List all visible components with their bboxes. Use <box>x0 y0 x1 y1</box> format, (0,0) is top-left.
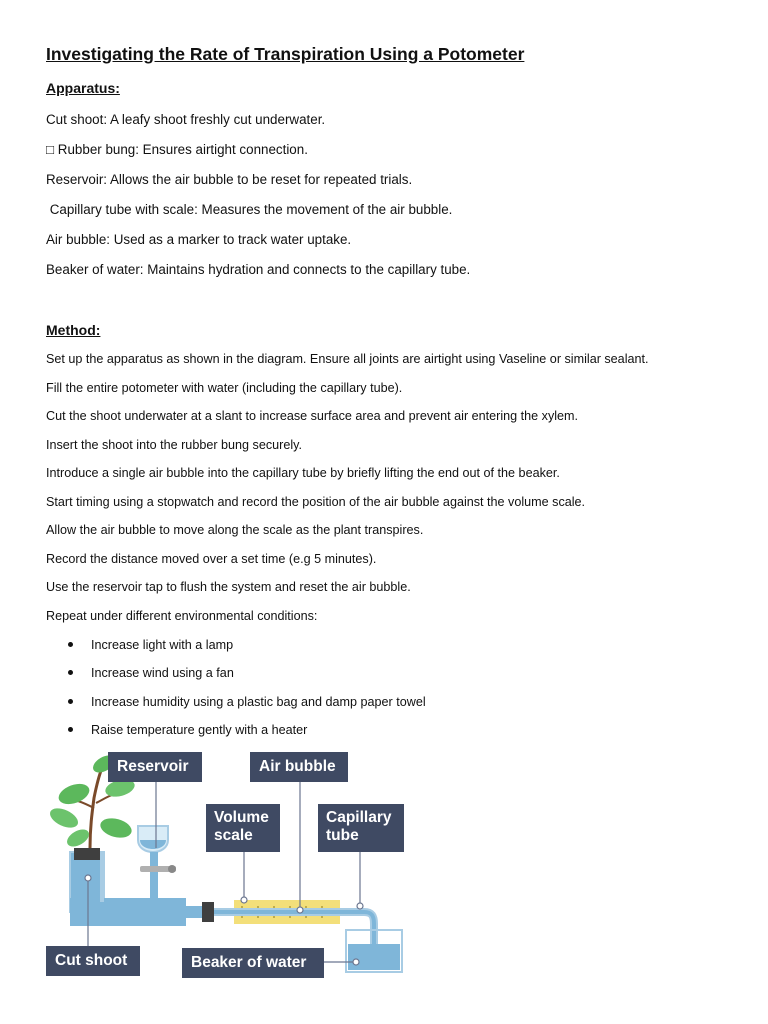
method-step: Use the reservoir tap to flush the system and reset the air bubble. <box>46 580 411 594</box>
label-reservoir: Reservoir <box>108 752 202 782</box>
label-beaker-of-water: Beaker of water <box>182 948 324 978</box>
label-capillary-tube: Capillary tube <box>318 804 404 852</box>
list-item <box>68 666 234 680</box>
list-item <box>68 638 233 652</box>
bullet-icon <box>68 670 73 675</box>
apparatus-item: Cut shoot: A leafy shoot freshly cut underwater. <box>46 112 326 127</box>
bullet-text: Increase wind using a fan <box>91 666 234 680</box>
apparatus-item: Capillary tube with scale: Measures the movement of the air bubble. <box>46 202 453 217</box>
method-step: Allow the air bubble to move along the scale as the plant transpires. <box>46 523 424 537</box>
method-step: Record the distance moved over a set time (e.g 5 minutes). <box>46 552 377 566</box>
apparatus-item: Air bubble: Used as a marker to track water uptake. <box>46 232 352 247</box>
bullet-text: Increase light with a lamp <box>91 638 234 652</box>
label-cut-shoot: Cut shoot <box>46 946 140 976</box>
list-item <box>68 723 307 737</box>
method-step: Repeat under different environmental conditions: <box>46 609 318 623</box>
apparatus-item: Beaker of water: Maintains hydration and connects to the capillary tube. <box>46 262 471 277</box>
bullet-text: Increase humidity using a plastic bag and damp paper towel <box>91 695 426 709</box>
rubber-bung <box>202 902 214 922</box>
method-step: Fill the entire potometer with water (including the capillary tube). <box>46 381 403 395</box>
method-step: Introduce a single air bubble into the capillary tube by briefly lifting the end out of the beaker. <box>46 466 560 480</box>
method-step: Set up the apparatus as shown in the diagram. Ensure all joints are airtight using Vaseline or similar sealant. <box>46 352 649 366</box>
list-item <box>68 695 426 709</box>
label-volume-scale: Volume scale <box>206 804 280 852</box>
apparatus-item: □ Rubber bung: Ensures airtight connection. <box>46 142 308 157</box>
potometer-diagram <box>44 748 414 980</box>
bullet-icon <box>68 727 73 732</box>
apparatus-heading: Apparatus: <box>46 80 120 96</box>
reservoir-vessel <box>138 826 176 898</box>
method-step: Start timing using a stopwatch and record the position of the air bubble against the volume scale. <box>46 495 586 509</box>
label-air-bubble: Air bubble <box>250 752 348 782</box>
bullet-icon <box>68 699 73 704</box>
method-step: Insert the shoot into the rubber bung securely. <box>46 438 302 452</box>
method-heading: Method: <box>46 322 101 338</box>
apparatus-item: Reservoir: Allows the air bubble to be reset for repeated trials. <box>46 172 413 187</box>
page-title: Investigating the Rate of Transpiration Using a Potometer <box>46 44 525 64</box>
bullet-icon <box>68 642 73 647</box>
bullet-text: Raise temperature gently with a heater <box>91 723 308 737</box>
method-step: Cut the shoot underwater at a slant to increase surface area and prevent air entering the xylem. <box>46 409 579 423</box>
